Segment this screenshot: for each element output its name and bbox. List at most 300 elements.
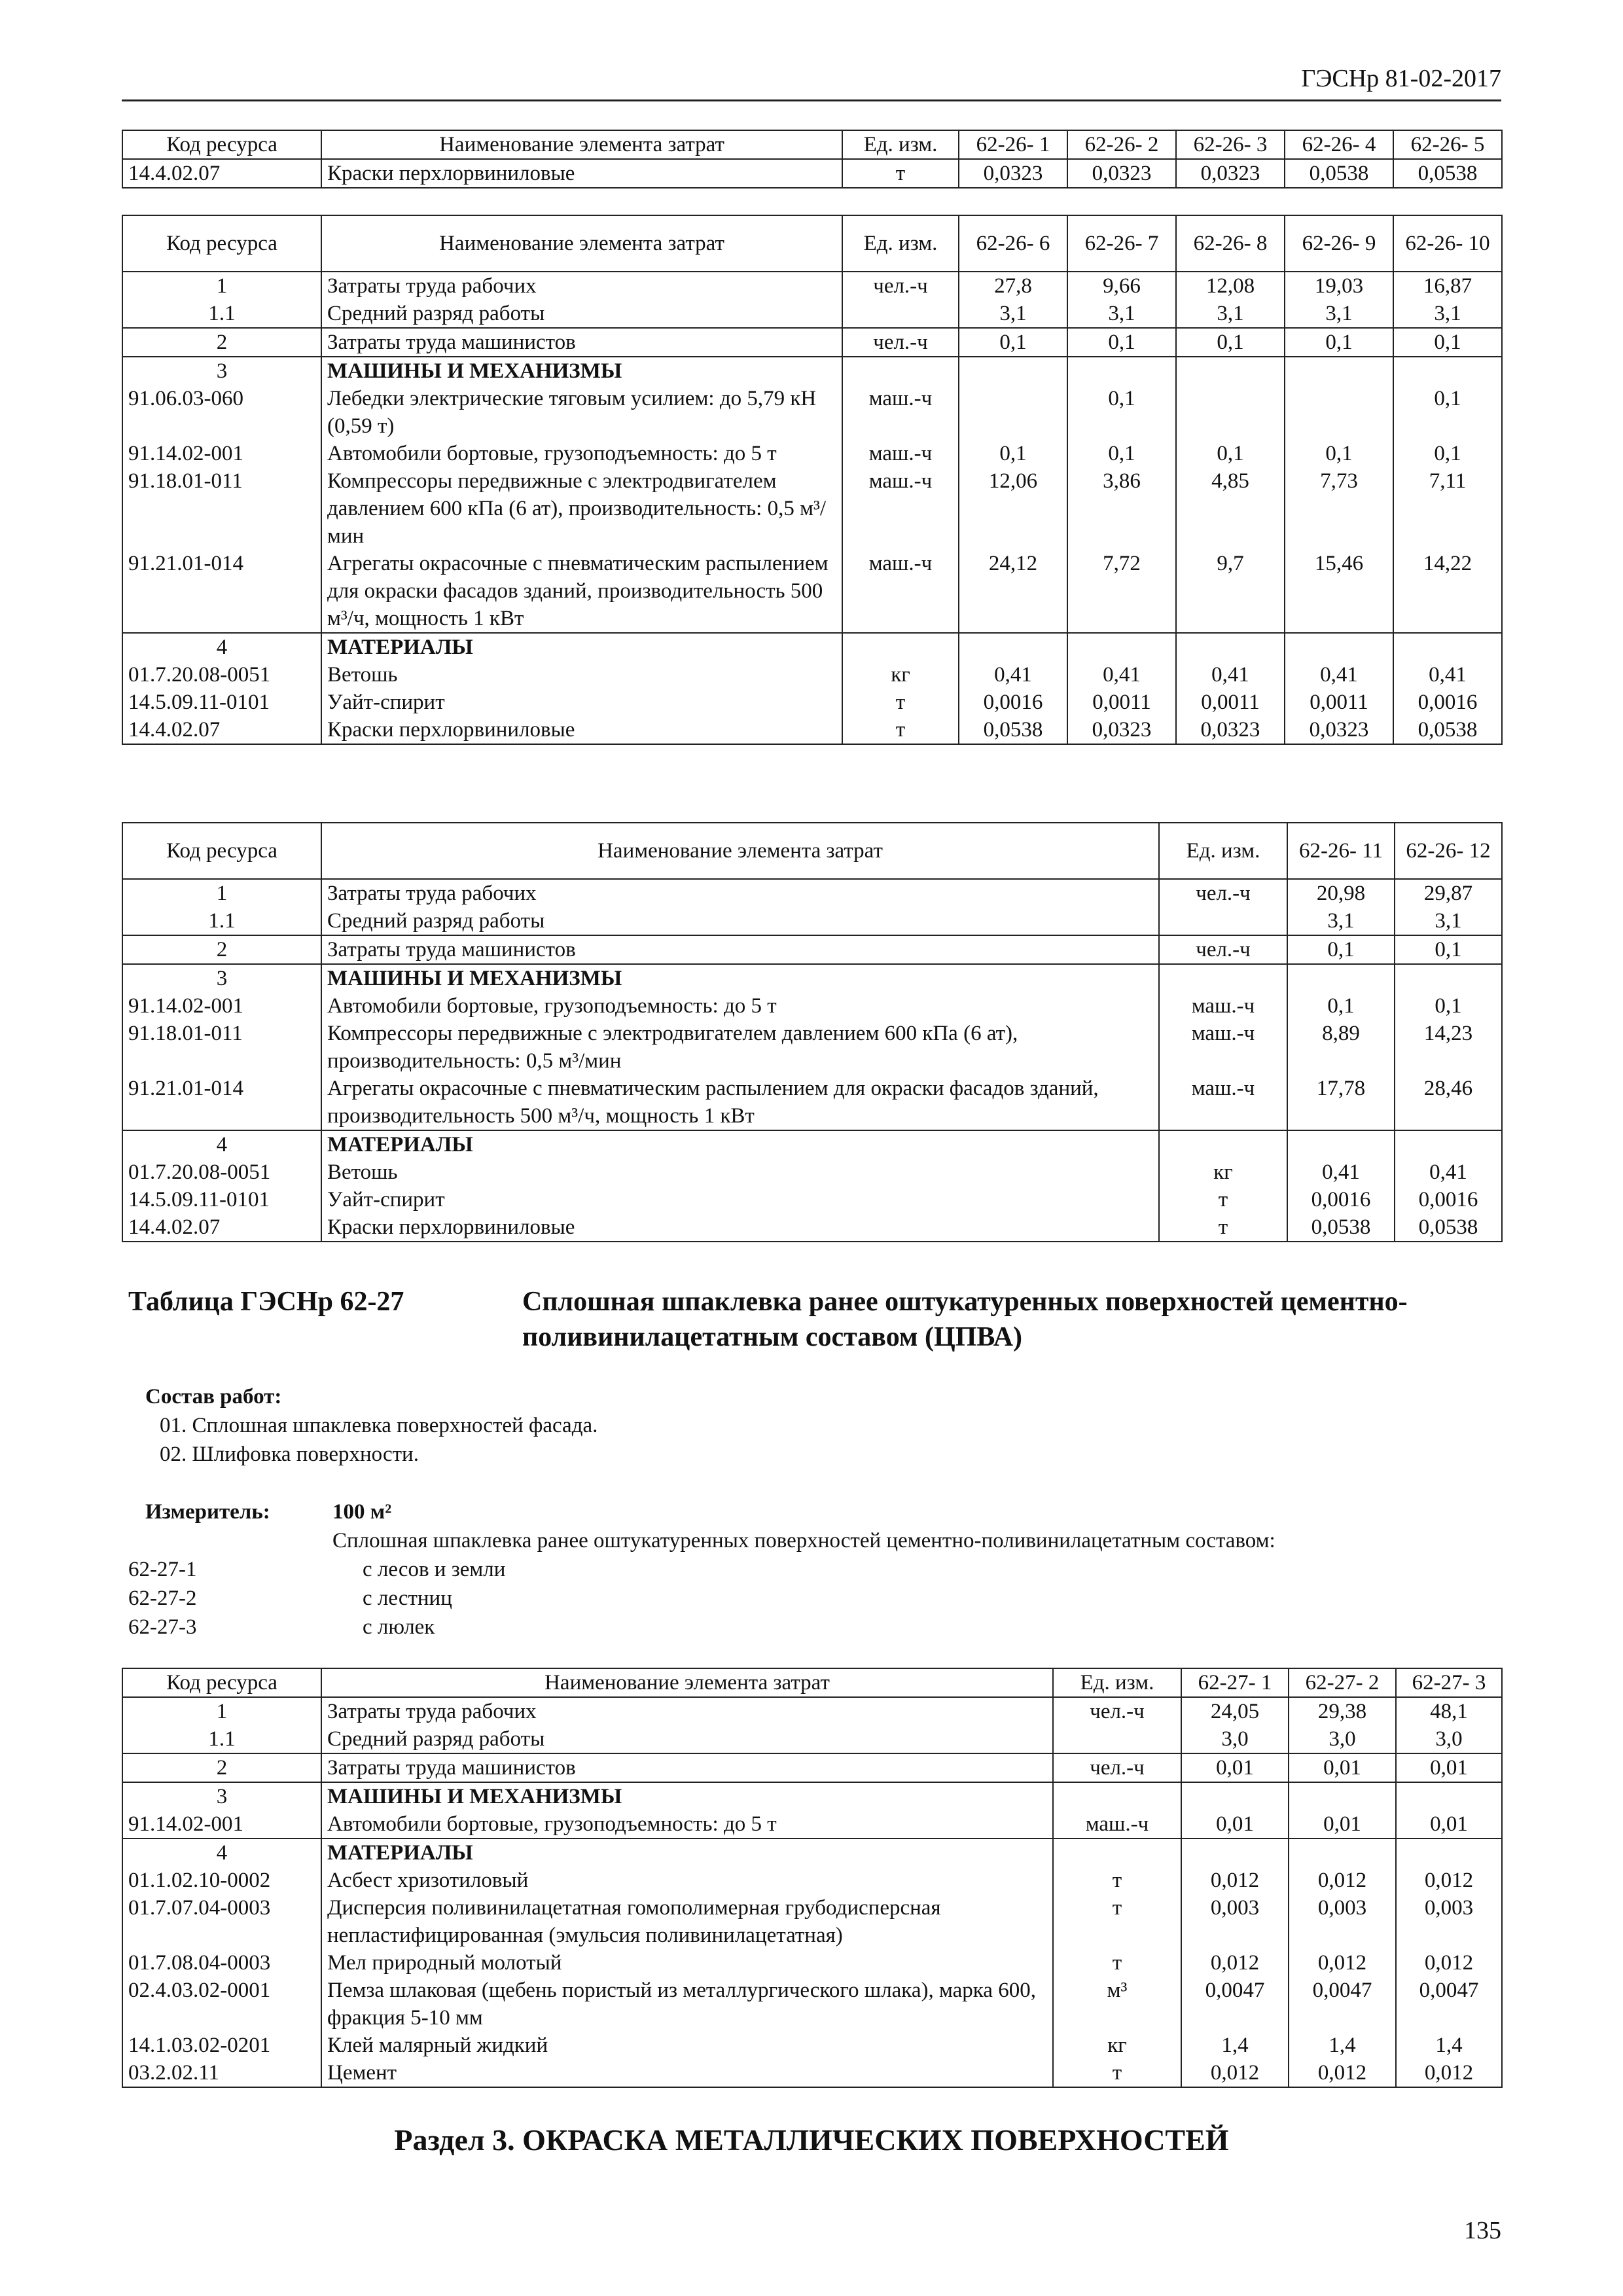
table-row: [122, 1867, 1502, 1894]
value-cell: 0,012: [1181, 1867, 1289, 1894]
table-row: [122, 272, 1502, 300]
resource-code-cell: 1.1: [122, 1725, 321, 1753]
value-cell: 0,0016: [1393, 689, 1502, 716]
value-cell: [1289, 1782, 1396, 1810]
unit-cell: маш.-ч: [842, 467, 959, 550]
value-cell: [1395, 1130, 1502, 1158]
resource-name-cell: Дисперсия поливинилацетатная гомополимерная грубодисперсная непластифицированная (эмульсия поливинилацетатная): [321, 1894, 1053, 1949]
value-cell: [1181, 1839, 1289, 1867]
value-cell: 3,1: [1067, 300, 1176, 328]
table-header-row: [122, 1668, 1502, 1697]
col-header: 62-27- 1: [1181, 1668, 1289, 1697]
col-header: Код ресурса: [122, 130, 321, 159]
table-label: Таблица ГЭСНр 62-27: [128, 1287, 404, 1317]
col-header: 62-26- 6: [959, 215, 1067, 272]
unit-cell: чел.-ч: [842, 328, 959, 357]
value-cell: 0,41: [1395, 1158, 1502, 1186]
value-cell: 0,1: [959, 328, 1067, 357]
col-header: Наименование элемента затрат: [321, 130, 842, 159]
resource-name-cell: Лебедки электрические тяговым усилием: до 5,79 кН (0,59 т): [321, 385, 842, 440]
value-cell: 0,01: [1396, 1810, 1502, 1839]
value-cell: 0,1: [1287, 935, 1395, 964]
value-cell: 7,73: [1285, 467, 1393, 550]
work-heading: Состав работ:: [145, 1385, 282, 1408]
resource-name-cell: Ветошь: [321, 661, 842, 689]
value-cell: 0,012: [1396, 1867, 1502, 1894]
doc-code: ГЭСНр 81-02-2017: [1301, 65, 1501, 92]
resource-name-cell: Автомобили бортовые, грузоподъемность: до 5 т: [321, 440, 842, 467]
table-header-row: [122, 215, 1502, 272]
value-cell: 0,1: [959, 440, 1067, 467]
col-header: Наименование элемента затрат: [321, 823, 1159, 879]
meter-description: Сплошная шпаклевка ранее оштукатуренных поверхностей цементно-поливинилацетатным составом:: [332, 1529, 1275, 1552]
table-row: [122, 550, 1502, 633]
resource-name-cell: МАШИНЫ И МЕХАНИЗМЫ: [321, 357, 842, 385]
col-header: 62-27- 3: [1396, 1668, 1502, 1697]
table-row: [122, 907, 1502, 935]
table-row: [122, 300, 1502, 328]
resource-code-cell: 14.4.02.07: [122, 159, 321, 188]
value-cell: 0,0323: [1067, 159, 1176, 188]
resource-table-62-26-11-12: [122, 822, 1503, 1242]
norm-condition: с лесов и земли: [363, 1558, 506, 1581]
resource-name-cell: Автомобили бортовые, грузоподъемность: до 5 т: [321, 1810, 1053, 1839]
value-cell: [1396, 1782, 1502, 1810]
resource-name-cell: Пемза шлаковая (щебень пористый из металлургического шлака), марка 600, фракция 5-10 мм: [321, 1977, 1053, 2032]
unit-cell: маш.-ч: [842, 385, 959, 440]
value-cell: 4,85: [1176, 467, 1285, 550]
col-header: Код ресурса: [122, 215, 321, 272]
resource-code-cell: 01.7.08.04-0003: [122, 1949, 321, 1977]
resource-name-cell: Затраты труда машинистов: [321, 328, 842, 357]
value-cell: 0,41: [1067, 661, 1176, 689]
resource-code-cell: 01.7.20.08-0051: [122, 1158, 321, 1186]
resource-code-cell: 2: [122, 935, 321, 964]
resource-code-cell: 14.5.09.11-0101: [122, 1186, 321, 1213]
value-cell: 3,0: [1396, 1725, 1502, 1753]
unit-cell: т: [1053, 2059, 1181, 2087]
value-cell: 9,66: [1067, 272, 1176, 300]
resource-name-cell: Автомобили бортовые, грузоподъемность: до 5 т: [321, 992, 1159, 1020]
resource-name-cell: Агрегаты окрасочные с пневматическим распылением для окраски фасадов зданий, производительность 500 м³/ч, мощность 1 кВт: [321, 1075, 1159, 1130]
resource-name-cell: Компрессоры передвижные с электродвигателем давлением 600 кПа (6 ат), производительность: 0,5 м³/мин: [321, 1020, 1159, 1075]
resource-name-cell: Затраты труда рабочих: [321, 272, 842, 300]
value-cell: 0,012: [1396, 2059, 1502, 2087]
table-row: [122, 1158, 1502, 1186]
value-cell: 3,1: [1287, 907, 1395, 935]
meter-label: Измеритель:: [145, 1500, 270, 1524]
unit-cell: чел.-ч: [1159, 935, 1287, 964]
resource-name-cell: Затраты труда рабочих: [321, 1697, 1053, 1725]
value-cell: 0,0016: [1395, 1186, 1502, 1213]
table-header-row: [122, 823, 1502, 879]
value-cell: 0,0047: [1289, 1977, 1396, 2032]
resource-code-cell: 91.14.02-001: [122, 1810, 321, 1839]
resource-code-cell: 01.1.02.10-0002: [122, 1867, 321, 1894]
value-cell: 0,41: [1176, 661, 1285, 689]
running-header: [122, 63, 1501, 101]
table-row: [122, 159, 1502, 188]
resource-code-cell: 91.14.02-001: [122, 440, 321, 467]
value-cell: 0,0323: [1176, 716, 1285, 744]
value-cell: 0,0016: [1287, 1186, 1395, 1213]
table-row: [122, 1075, 1502, 1130]
value-cell: [1393, 633, 1502, 661]
resource-code-cell: 1: [122, 879, 321, 907]
table-row: [122, 1977, 1502, 2032]
value-cell: [1176, 357, 1285, 385]
resource-code-cell: 3: [122, 964, 321, 992]
value-cell: 0,01: [1289, 1753, 1396, 1782]
value-cell: 0,1: [1395, 935, 1502, 964]
resource-code-cell: 14.1.03.02-0201: [122, 2032, 321, 2059]
table-row: [122, 385, 1502, 440]
value-cell: [1181, 1782, 1289, 1810]
value-cell: 0,1: [1176, 328, 1285, 357]
resource-name-cell: МАШИНЫ И МЕХАНИЗМЫ: [321, 1782, 1053, 1810]
value-cell: 1,4: [1181, 2032, 1289, 2059]
unit-cell: маш.-ч: [1159, 1075, 1287, 1130]
resource-code-cell: 2: [122, 1753, 321, 1782]
value-cell: 0,0047: [1181, 1977, 1289, 2032]
value-cell: 0,012: [1289, 1867, 1396, 1894]
table-row: [122, 1130, 1502, 1158]
table-row: [122, 633, 1502, 661]
resource-name-cell: Краски перхлорвиниловые: [321, 159, 842, 188]
value-cell: 3,86: [1067, 467, 1176, 550]
table-header-row: [122, 130, 1502, 159]
table-row: [122, 467, 1502, 550]
table-title: Сплошная шпаклевка ранее оштукатуренных поверхностей цементно-поливинилацетатным составом (ЦПВА): [522, 1287, 1408, 1352]
resource-code-cell: 91.18.01-011: [122, 1020, 321, 1075]
norm-code: 62-27-3: [128, 1615, 197, 1639]
resource-code-cell: 02.4.03.02-0001: [122, 1977, 321, 2032]
table-row: [122, 964, 1502, 992]
col-header: 62-26- 10: [1393, 215, 1502, 272]
value-cell: 0,01: [1289, 1810, 1396, 1839]
value-cell: 0,41: [1393, 661, 1502, 689]
col-header: 62-26- 9: [1285, 215, 1393, 272]
table-row: [122, 992, 1502, 1020]
meter-value: 100 м²: [332, 1500, 392, 1524]
value-cell: 8,89: [1287, 1020, 1395, 1075]
value-cell: 0,0538: [959, 716, 1067, 744]
value-cell: 0,01: [1181, 1810, 1289, 1839]
unit-cell: чел.-ч: [842, 272, 959, 300]
resource-name-cell: Средний разряд работы: [321, 300, 842, 328]
col-header: Ед. изм.: [842, 215, 959, 272]
resource-code-cell: 2: [122, 328, 321, 357]
unit-cell: маш.-ч: [1159, 1020, 1287, 1075]
table-row: [122, 935, 1502, 964]
resource-name-cell: МАШИНЫ И МЕХАНИЗМЫ: [321, 964, 1159, 992]
value-cell: 20,98: [1287, 879, 1395, 907]
value-cell: [959, 633, 1067, 661]
table-row: [122, 1949, 1502, 1977]
unit-cell: [842, 357, 959, 385]
value-cell: 0,003: [1289, 1894, 1396, 1949]
unit-cell: м³: [1053, 1977, 1181, 2032]
value-cell: 3,1: [1395, 907, 1502, 935]
value-cell: 0,003: [1181, 1894, 1289, 1949]
value-cell: 24,05: [1181, 1697, 1289, 1725]
resource-code-cell: 91.06.03-060: [122, 385, 321, 440]
resource-name-cell: Ветошь: [321, 1158, 1159, 1186]
section-heading: Раздел 3. ОКРАСКА МЕТАЛЛИЧЕСКИХ ПОВЕРХНОСТЕЙ: [394, 2123, 1229, 2157]
table-row: [122, 661, 1502, 689]
unit-cell: [842, 633, 959, 661]
value-cell: 0,0538: [1285, 159, 1393, 188]
resource-name-cell: Мел природный молотый: [321, 1949, 1053, 1977]
unit-cell: маш.-ч: [842, 440, 959, 467]
value-cell: 14,22: [1393, 550, 1502, 633]
unit-cell: т: [1159, 1186, 1287, 1213]
col-header: Наименование элемента затрат: [321, 215, 842, 272]
value-cell: 0,41: [959, 661, 1067, 689]
table-row: [122, 879, 1502, 907]
value-cell: 12,08: [1176, 272, 1285, 300]
unit-cell: т: [1053, 1949, 1181, 1977]
resource-code-cell: 1.1: [122, 907, 321, 935]
resource-name-cell: Затраты труда машинистов: [321, 1753, 1053, 1782]
value-cell: 24,12: [959, 550, 1067, 633]
resource-code-cell: 4: [122, 1839, 321, 1867]
col-header: 62-26- 7: [1067, 215, 1176, 272]
unit-cell: [1159, 1130, 1287, 1158]
table-row: [122, 357, 1502, 385]
value-cell: 0,0538: [1395, 1213, 1502, 1242]
value-cell: 0,1: [1067, 385, 1176, 440]
value-cell: 0,0323: [1067, 716, 1176, 744]
value-cell: [1396, 1839, 1502, 1867]
table-row: [122, 328, 1502, 357]
unit-cell: маш.-ч: [1053, 1810, 1181, 1839]
value-cell: 0,1: [1395, 992, 1502, 1020]
value-cell: [1285, 633, 1393, 661]
resource-code-cell: 91.21.01-014: [122, 550, 321, 633]
resource-code-cell: 91.18.01-011: [122, 467, 321, 550]
value-cell: 12,06: [959, 467, 1067, 550]
col-header: Ед. изм.: [842, 130, 959, 159]
value-cell: 0,012: [1396, 1949, 1502, 1977]
page-number: 135: [1464, 2217, 1501, 2244]
value-cell: 0,0323: [1285, 716, 1393, 744]
resource-name-cell: Асбест хризотиловый: [321, 1867, 1053, 1894]
value-cell: [1393, 357, 1502, 385]
table-row: [122, 1753, 1502, 1782]
resource-name-cell: Средний разряд работы: [321, 1725, 1053, 1753]
value-cell: 3,1: [959, 300, 1067, 328]
unit-cell: т: [842, 159, 959, 188]
value-cell: 0,0538: [1393, 159, 1502, 188]
value-cell: 0,012: [1181, 1949, 1289, 1977]
value-cell: 15,46: [1285, 550, 1393, 633]
unit-cell: [1053, 1839, 1181, 1867]
resource-code-cell: 91.14.02-001: [122, 992, 321, 1020]
value-cell: 14,23: [1395, 1020, 1502, 1075]
value-cell: [1287, 964, 1395, 992]
table-row: [122, 1697, 1502, 1725]
unit-cell: т: [842, 716, 959, 744]
resource-code-cell: 03.2.02.11: [122, 2059, 321, 2087]
value-cell: 1,4: [1289, 2032, 1396, 2059]
value-cell: 0,0323: [1176, 159, 1285, 188]
value-cell: 0,1: [1393, 385, 1502, 440]
value-cell: [1176, 633, 1285, 661]
resource-code-cell: 1: [122, 1697, 321, 1725]
value-cell: 27,8: [959, 272, 1067, 300]
value-cell: 29,38: [1289, 1697, 1396, 1725]
resource-name-cell: Уайт-спирит: [321, 689, 842, 716]
resource-code-cell: 4: [122, 633, 321, 661]
unit-cell: кг: [1053, 2032, 1181, 2059]
unit-cell: т: [842, 689, 959, 716]
value-cell: 3,0: [1181, 1725, 1289, 1753]
table-row: [122, 2032, 1502, 2059]
value-cell: 7,11: [1393, 467, 1502, 550]
unit-cell: [1159, 907, 1287, 935]
value-cell: [1067, 357, 1176, 385]
col-header: Код ресурса: [122, 1668, 321, 1697]
value-cell: 0,0323: [959, 159, 1067, 188]
col-header: Код ресурса: [122, 823, 321, 879]
resource-table-62-27: [122, 1668, 1503, 2088]
value-cell: [959, 357, 1067, 385]
unit-cell: [1053, 1725, 1181, 1753]
table-row: [122, 2059, 1502, 2087]
col-header: 62-26- 1: [959, 130, 1067, 159]
value-cell: 0,1: [1176, 440, 1285, 467]
value-cell: 17,78: [1287, 1075, 1395, 1130]
table-row: [122, 1839, 1502, 1867]
value-cell: [959, 385, 1067, 440]
value-cell: 28,46: [1395, 1075, 1502, 1130]
value-cell: [1289, 1839, 1396, 1867]
resource-code-cell: 14.5.09.11-0101: [122, 689, 321, 716]
resource-code-cell: 4: [122, 1130, 321, 1158]
col-header: 62-26- 5: [1393, 130, 1502, 159]
unit-cell: чел.-ч: [1159, 879, 1287, 907]
resource-code-cell: 14.4.02.07: [122, 716, 321, 744]
table-row: [122, 1020, 1502, 1075]
resource-name-cell: Уайт-спирит: [321, 1186, 1159, 1213]
unit-cell: чел.-ч: [1053, 1697, 1181, 1725]
unit-cell: [1053, 1782, 1181, 1810]
resource-name-cell: МАТЕРИАЛЫ: [321, 1130, 1159, 1158]
col-header: Наименование элемента затрат: [321, 1668, 1053, 1697]
value-cell: [1395, 964, 1502, 992]
value-cell: 19,03: [1285, 272, 1393, 300]
value-cell: 7,72: [1067, 550, 1176, 633]
unit-cell: [1159, 964, 1287, 992]
table-row: [122, 1782, 1502, 1810]
norm-code: 62-27-1: [128, 1558, 197, 1581]
resource-name-cell: МАТЕРИАЛЫ: [321, 1839, 1053, 1867]
table-row: [122, 1213, 1502, 1242]
unit-cell: т: [1053, 1894, 1181, 1949]
value-cell: 3,0: [1289, 1725, 1396, 1753]
value-cell: 9,7: [1176, 550, 1285, 633]
work-item: 01. Сплошная шпаклевка поверхностей фасада.: [160, 1414, 598, 1437]
col-header: Ед. изм.: [1159, 823, 1287, 879]
value-cell: 0,0011: [1067, 689, 1176, 716]
table-row: [122, 716, 1502, 744]
value-cell: 3,1: [1393, 300, 1502, 328]
value-cell: 0,1: [1067, 440, 1176, 467]
value-cell: 0,003: [1396, 1894, 1502, 1949]
value-cell: 0,0016: [959, 689, 1067, 716]
unit-cell: маш.-ч: [842, 550, 959, 633]
value-cell: 0,41: [1285, 661, 1393, 689]
unit-cell: т: [1053, 1867, 1181, 1894]
resource-name-cell: МАТЕРИАЛЫ: [321, 633, 842, 661]
col-header: 62-26- 12: [1395, 823, 1502, 879]
col-header: Ед. изм.: [1053, 1668, 1181, 1697]
value-cell: 0,01: [1181, 1753, 1289, 1782]
col-header: 62-26- 8: [1176, 215, 1285, 272]
resource-code-cell: 91.21.01-014: [122, 1075, 321, 1130]
value-cell: 0,1: [1393, 328, 1502, 357]
work-item: 02. Шлифовка поверхности.: [160, 1443, 419, 1466]
unit-cell: т: [1159, 1213, 1287, 1242]
resource-table-62-26-1-5: [122, 130, 1503, 188]
table-row: [122, 689, 1502, 716]
value-cell: 29,87: [1395, 879, 1502, 907]
resource-name-cell: Краски перхлорвиниловые: [321, 716, 842, 744]
unit-cell: кг: [842, 661, 959, 689]
value-cell: 3,1: [1285, 300, 1393, 328]
resource-code-cell: 01.7.07.04-0003: [122, 1894, 321, 1949]
value-cell: 0,0011: [1176, 689, 1285, 716]
value-cell: 0,0047: [1396, 1977, 1502, 2032]
value-cell: 3,1: [1176, 300, 1285, 328]
value-cell: [1287, 1130, 1395, 1158]
unit-cell: кг: [1159, 1158, 1287, 1186]
value-cell: 0,01: [1396, 1753, 1502, 1782]
col-header: 62-26- 4: [1285, 130, 1393, 159]
resource-name-cell: Агрегаты окрасочные с пневматическим распылением для окраски фасадов зданий, производительность 500 м³/ч, мощность 1 кВт: [321, 550, 842, 633]
resource-code-cell: 01.7.20.08-0051: [122, 661, 321, 689]
value-cell: [1285, 357, 1393, 385]
unit-cell: маш.-ч: [1159, 992, 1287, 1020]
value-cell: 0,0538: [1393, 716, 1502, 744]
resource-code-cell: 1.1: [122, 300, 321, 328]
col-header: 62-26- 11: [1287, 823, 1395, 879]
value-cell: 0,41: [1287, 1158, 1395, 1186]
value-cell: 0,012: [1181, 2059, 1289, 2087]
resource-code-cell: 3: [122, 1782, 321, 1810]
value-cell: 0,0538: [1287, 1213, 1395, 1242]
value-cell: 1,4: [1396, 2032, 1502, 2059]
resource-name-cell: Затраты труда рабочих: [321, 879, 1159, 907]
value-cell: 48,1: [1396, 1697, 1502, 1725]
table-row: [122, 1810, 1502, 1839]
col-header: 62-27- 2: [1289, 1668, 1396, 1697]
resource-code-cell: 1: [122, 272, 321, 300]
resource-name-cell: Клей малярный жидкий: [321, 2032, 1053, 2059]
resource-name-cell: Компрессоры передвижные с электродвигателем давлением 600 кПа (6 ат), производительность: 0,5 м³/мин: [321, 467, 842, 550]
col-header: 62-26- 3: [1176, 130, 1285, 159]
resource-name-cell: Краски перхлорвиниловые: [321, 1213, 1159, 1242]
norm-condition: с лестниц: [363, 1587, 452, 1610]
resource-code-cell: 14.4.02.07: [122, 1213, 321, 1242]
unit-cell: чел.-ч: [1053, 1753, 1181, 1782]
value-cell: 16,87: [1393, 272, 1502, 300]
resource-name-cell: Затраты труда машинистов: [321, 935, 1159, 964]
table-row: [122, 1894, 1502, 1949]
value-cell: [1176, 385, 1285, 440]
resource-table-62-26-6-10: [122, 215, 1503, 745]
